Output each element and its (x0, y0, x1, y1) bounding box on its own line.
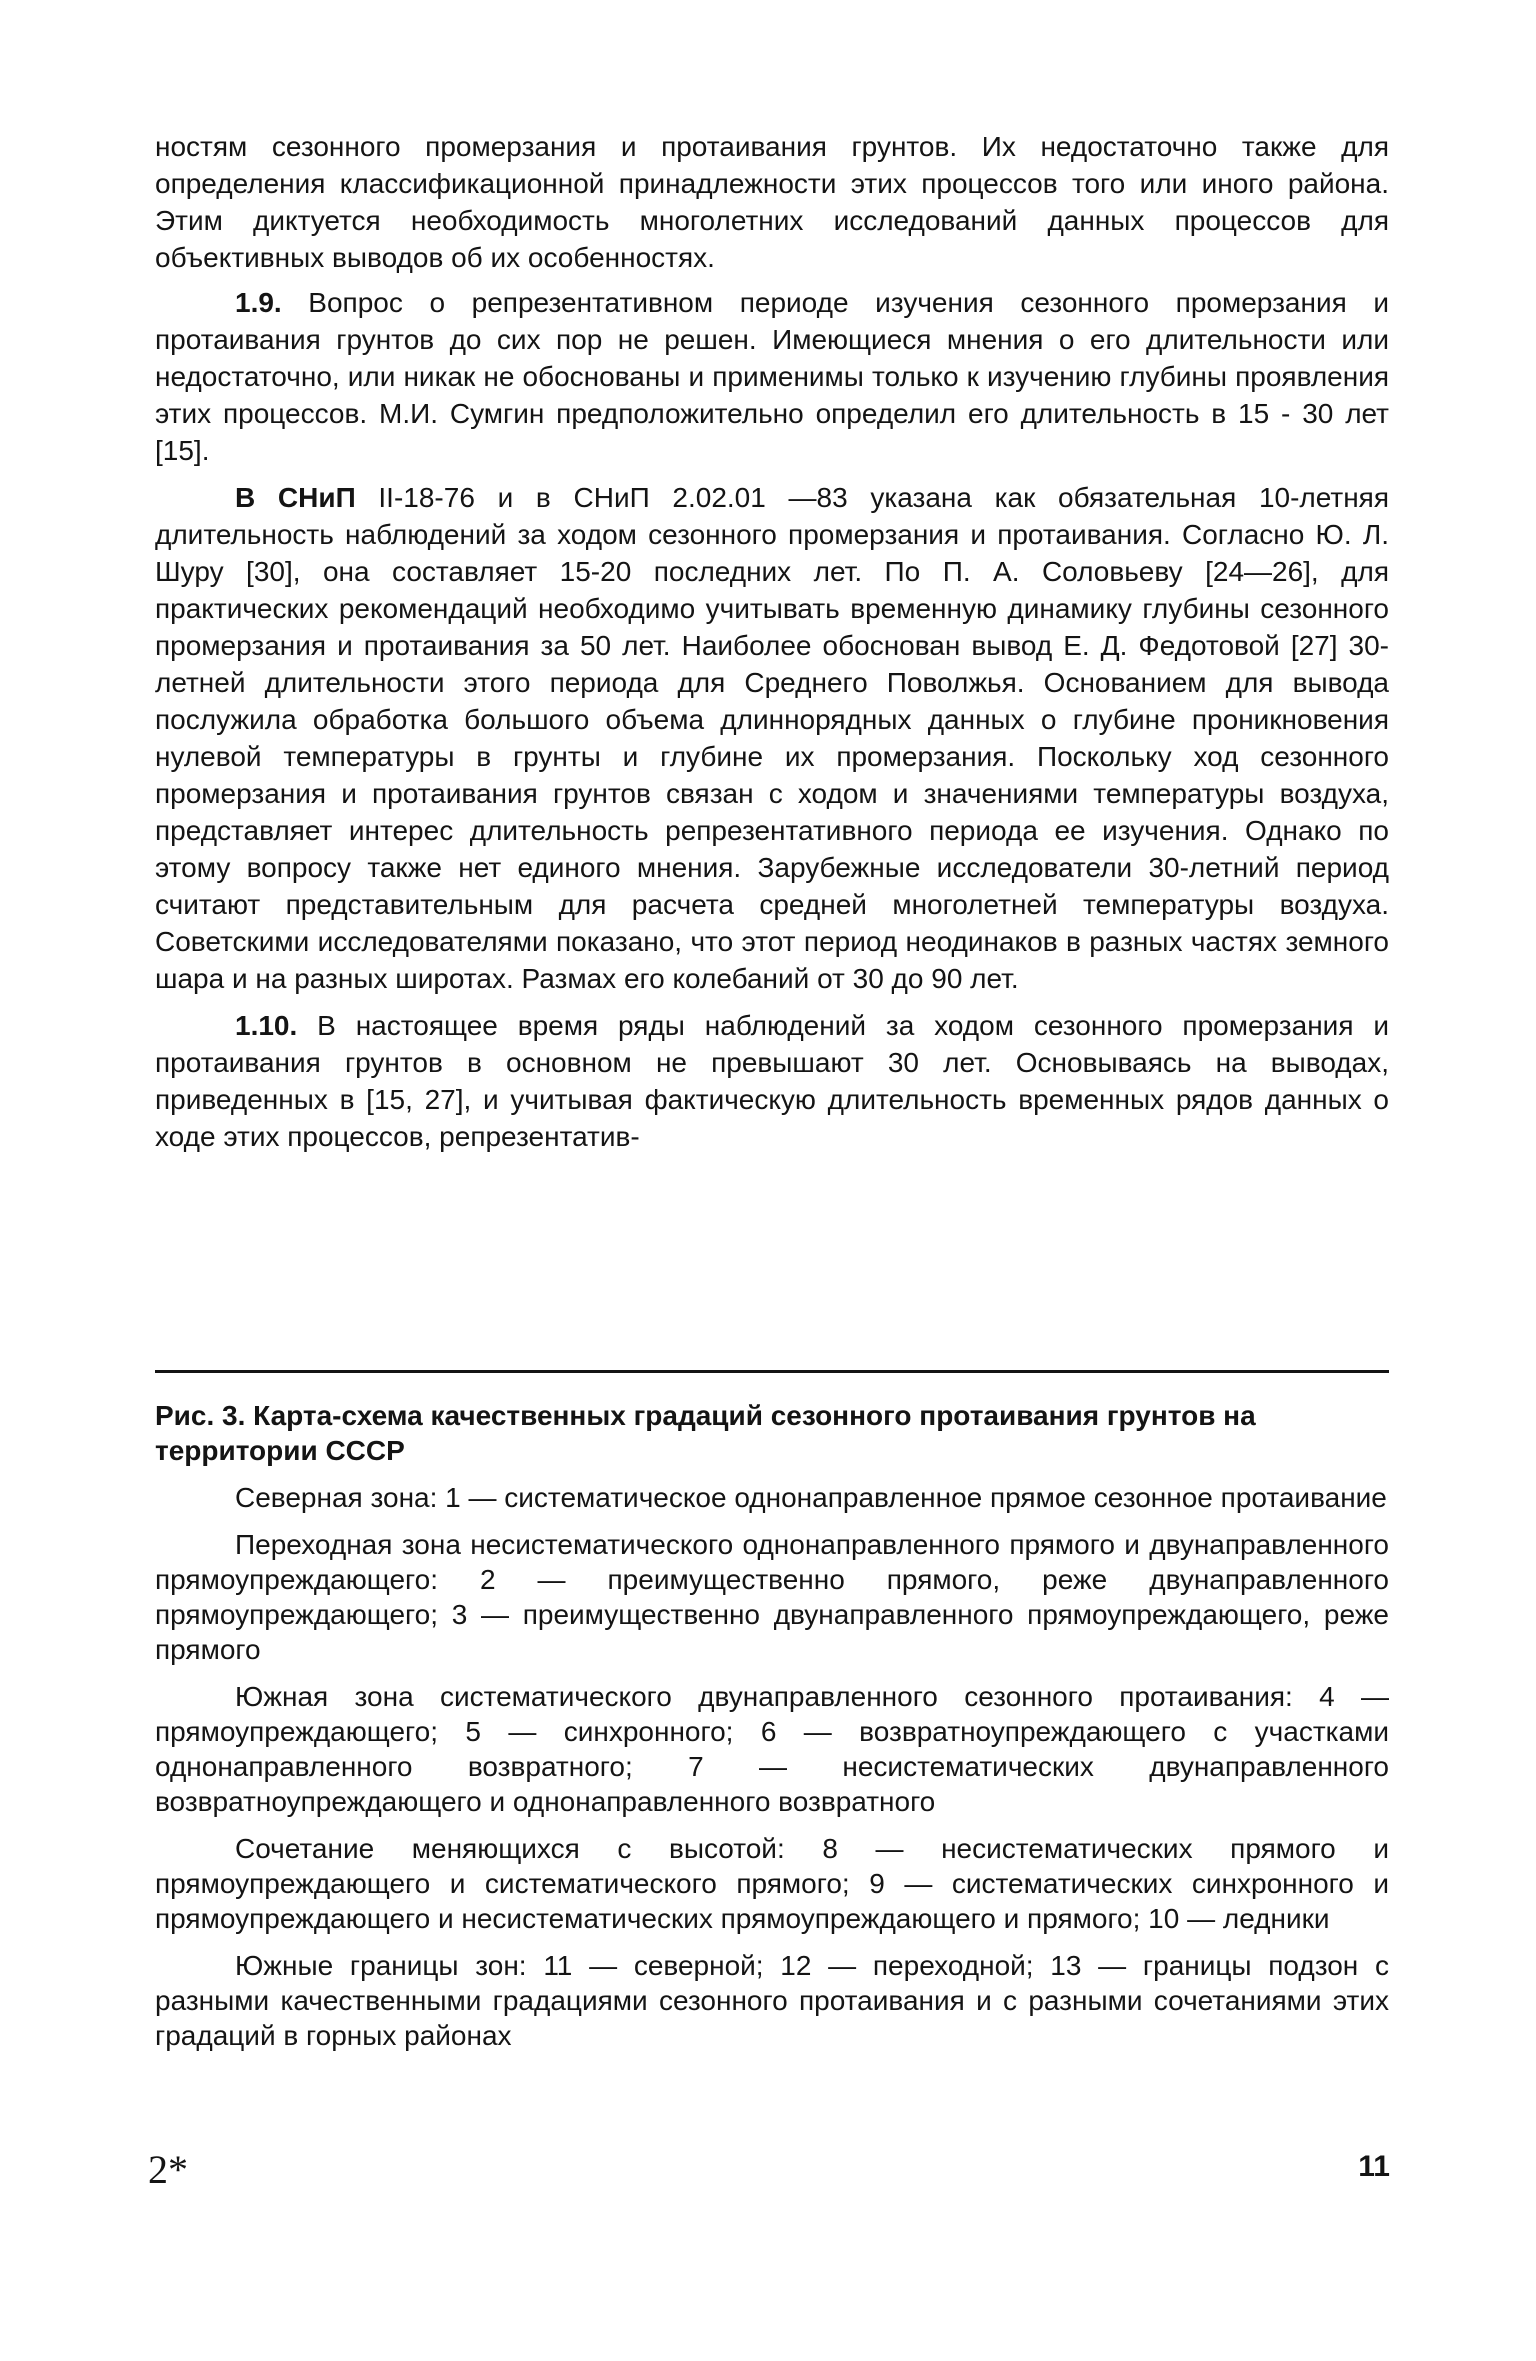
paragraph-text: В настоящее время ряды наблюдений за ходом сезонного промерзания и протаивания грунтов в основном не превышают 30 лет. Основываясь на выводах, приведенных в [15, 27], и учитывая фактическую длительность временных рядов данных о ходе этих процессов, репрезентатив- (155, 1010, 1389, 1152)
section-number: 1.10. (235, 1010, 298, 1041)
paragraph-1-9 (155, 284, 1389, 469)
caption-south-zone: Южная зона систематического двунаправленного сезонного протаивания: 4 — прямоупреждающего; 5 — синхронного; 6 — возвратноупреждающего с участками однонаправленного возвратного; 7 — несистематических двунаправленного возвратноупреждающего и однонаправленного возвратного (155, 1681, 1389, 1817)
sheet-signature: 2* (148, 2147, 188, 2192)
paragraph-continuation: ностям сезонного промерзания и протаивания грунтов. Их недостаточно также для определения классификационной принадлежности этих процессов того или иного района. Этим диктуется необходимость многолетних исследований данных процессов для объективных выводов об их особенностях. (155, 131, 1389, 273)
paragraph-text: Вопрос о репрезентативном периоде изучения сезонного промерзания и протаивания грунтов до сих пор не решен. Имеющиеся мнения о его длительности или недостаточно, или никак не обоснованы и применимы только к изучению глубины проявления этих процессов. М.И. Сумгин предположительно определил его длительность в 15 - 30 лет [15]. (155, 287, 1389, 466)
paragraph-snip (155, 479, 1389, 997)
caption-north-zone: Северная зона: 1 — систематическое однонаправленное прямое сезонное протаивание (235, 1482, 1387, 1513)
figure-caption (155, 1398, 1389, 2053)
caption-transition-zone: Переходная зона несистематического однонаправленного прямого и двунаправленного прямоупреждающего: 2 — преимущественно прямого, реже двунаправленного прямоупреждающего; 3 — преимущественно двунаправленного прямоупреждающего, реже прямого (155, 1529, 1389, 1665)
caption-altitude-combinations: Сочетание меняющихся с высотой: 8 — несистематических прямого и прямоупреждающего и систематического прямого; 9 — систематических синхронного и прямоупреждающего и несистематических прямоупреждающего и прямого; 10 — ледники (155, 1833, 1389, 1934)
caption-zone-borders: Южные границы зон: 11 — северной; 12 — переходной; 13 — границы подзон с разными качественными градациями сезонного протаивания и с разными сочетаниями этих градаций в горных районах (155, 1950, 1389, 2051)
paragraph-text: II-18-76 и в СНиП 2.02.01 —83 указана как обязательная 10-летняя длительность наблюдений за ходом сезонного промерзания и протаивания. Согласно Ю. Л. Шуру [30], она составляет 15-20 последних лет. По П. А. Соловьеву [24—26], для практических рекомендаций необходимо учитывать временную динамику глубины сезонного промерзания и протаивания за 50 лет. Наиболее обоснован вывод Е. Д. Федотовой [27] 30-летней длительности этого периода для Среднего Поволжья. Основанием для вывода послужила обработка большого объема длиннорядных данных о глубине проникновения нулевой температуры в грунты и глубине их промерзания. Поскольку ход сезонного промерзания и протаивания грунтов связан с ходом и значениями температуры воздуха, представляет интерес длительность репрезентативного периода ее изучения. Однако по этому вопросу также нет единого мнения. Зарубежные исследователи 30-летний период считают представительным для расчета средней многолетней температуры воздуха. Советскими исследователями показано, что этот период неодинаков в разных частях земного шара и на разных широтах. Размах его колебаний от 30 до 90 лет. (155, 482, 1389, 994)
section-number: 1.9. (235, 287, 282, 318)
paragraph-1-10 (155, 1007, 1389, 1155)
body-text (155, 128, 1389, 1155)
figure-caption-title: Рис. 3. Карта-схема качественных градаций сезонного протаивания грунтов на территории СССР (155, 1400, 1256, 1466)
snip-reference: В СНиП (235, 482, 356, 513)
page-number: 11 (1358, 2150, 1390, 2183)
footnote-divider (155, 1370, 1389, 1373)
